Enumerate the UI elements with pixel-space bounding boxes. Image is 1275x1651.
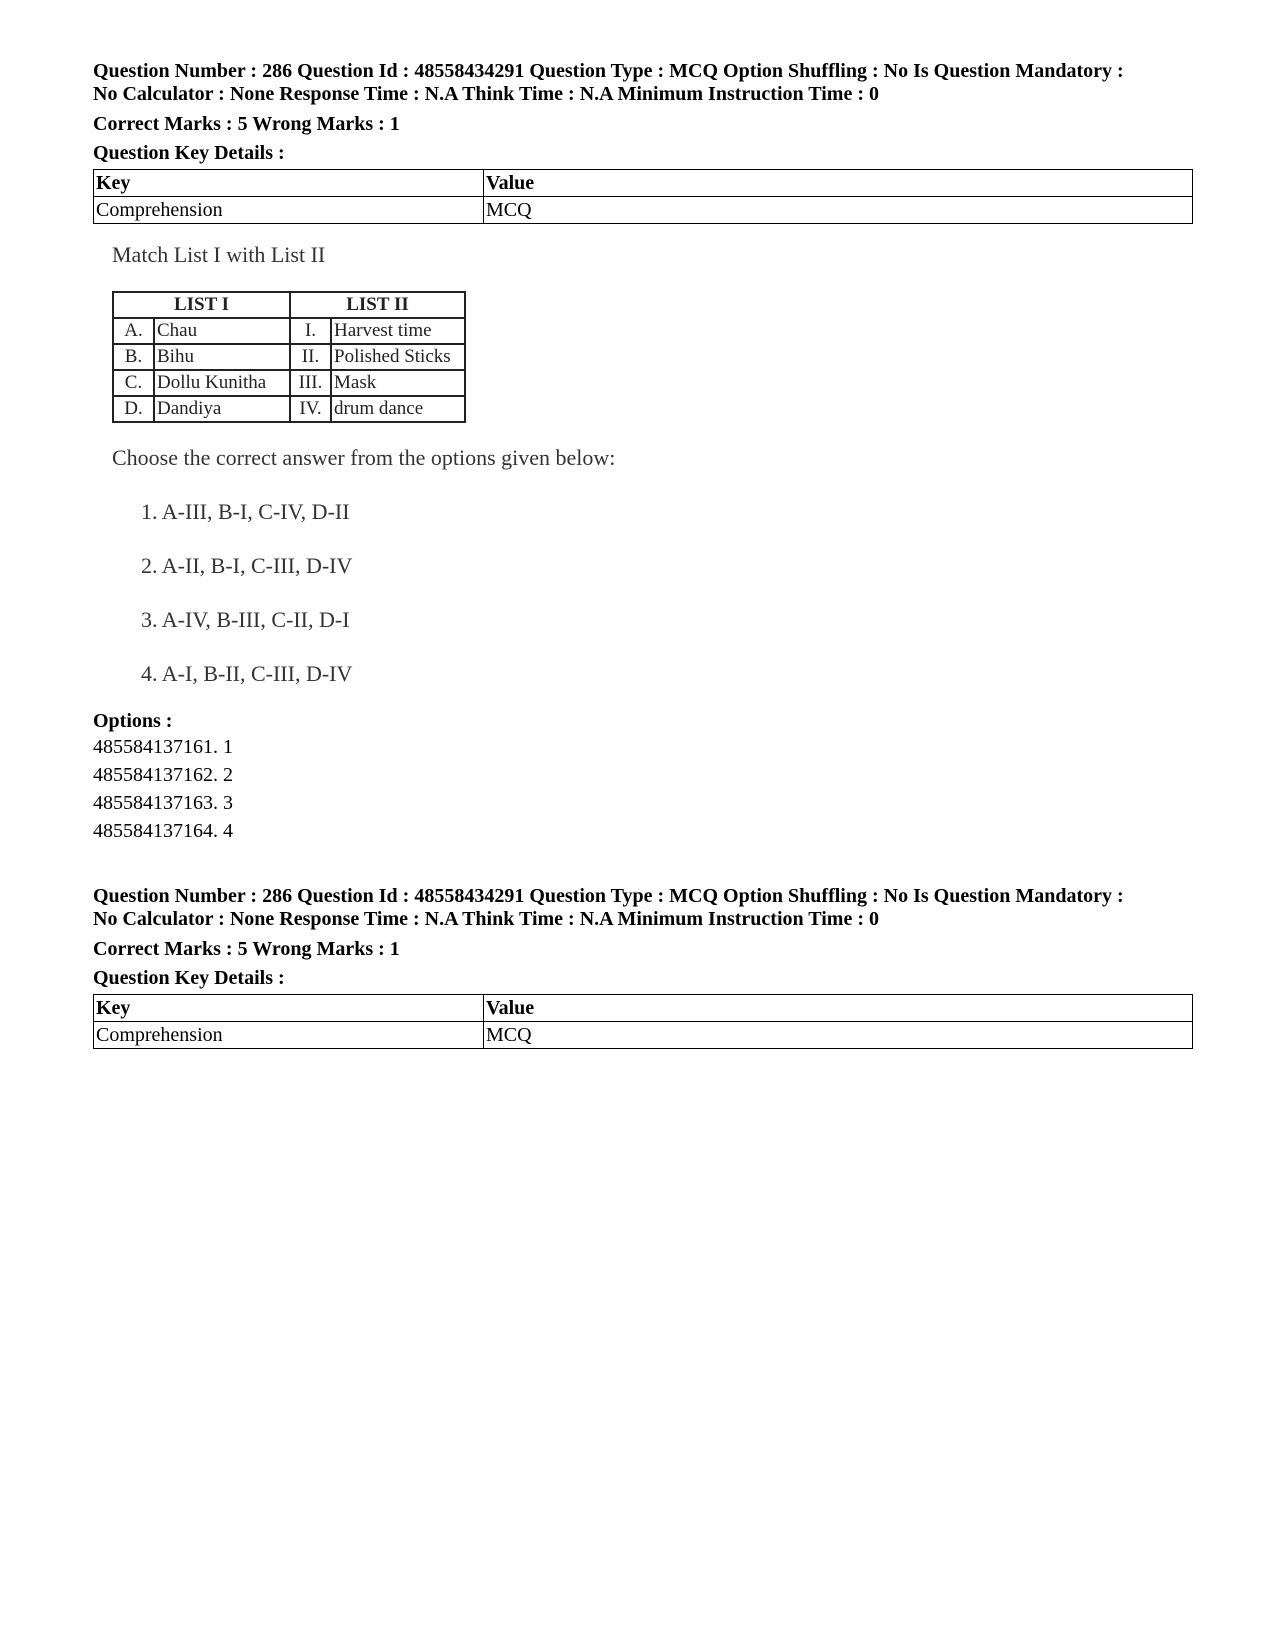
question-meta-line-2: No Calculator : None Response Time : N.A Think Time : N.A Minimum Instruction Time : 0 xyxy=(93,908,879,930)
question-meta-line-1: Question Number : 286 Question Id : 48558434291 Question Type : MCQ Option Shuffling : No Is Question Mandatory : xyxy=(93,885,1124,907)
answer-choice: 3. A-IV, B-III, C-II, D-I xyxy=(141,607,350,632)
list2-item: drum dance xyxy=(331,396,465,422)
list2-numeral: IV. xyxy=(290,396,331,422)
key-details-table xyxy=(93,994,1193,1049)
list1-letter: A. xyxy=(113,318,154,344)
match-row xyxy=(113,370,465,396)
options-title: Options : xyxy=(93,710,173,732)
question-content xyxy=(112,242,1193,687)
list1-item: Bihu xyxy=(154,344,290,370)
list1-item: Chau xyxy=(154,318,290,344)
answer-choice: 2. A-II, B-I, C-III, D-IV xyxy=(141,553,353,578)
list2-header: LIST II xyxy=(290,292,465,318)
key-details-title: Question Key Details : xyxy=(93,142,285,164)
key-header-cell: Key xyxy=(94,170,484,197)
question-meta-line-1: Question Number : 286 Question Id : 48558434291 Question Type : MCQ Option Shuffling : No Is Question Mandatory : xyxy=(93,60,1124,82)
match-row xyxy=(113,396,465,422)
question-meta-block xyxy=(93,885,1193,1049)
list2-item: Polished Sticks xyxy=(331,344,465,370)
key-cell: Comprehension xyxy=(94,1022,484,1049)
list2-item: Mask xyxy=(331,370,465,396)
list1-header: LIST I xyxy=(113,292,290,318)
match-table xyxy=(112,291,466,423)
option-item: 485584137161. 1 xyxy=(93,736,233,758)
question-meta-block xyxy=(93,60,1193,224)
list2-numeral: I. xyxy=(290,318,331,344)
option-item: 485584137163. 3 xyxy=(93,792,233,814)
list1-item: Dandiya xyxy=(154,396,290,422)
key-cell: Comprehension xyxy=(94,197,484,224)
key-details-row xyxy=(94,1022,1193,1049)
list1-item: Dollu Kunitha xyxy=(154,370,290,396)
question-meta-line-2: No Calculator : None Response Time : N.A Think Time : N.A Minimum Instruction Time : 0 xyxy=(93,83,879,105)
marks-line: Correct Marks : 5 Wrong Marks : 1 xyxy=(93,938,400,960)
answer-choice: 1. A-III, B-I, C-IV, D-II xyxy=(141,499,350,524)
option-item: 485584137162. 2 xyxy=(93,764,233,786)
question-intro: Match List I with List II xyxy=(112,242,326,267)
list2-numeral: III. xyxy=(290,370,331,396)
list2-item: Harvest time xyxy=(331,318,465,344)
option-item: 485584137164. 4 xyxy=(93,820,233,842)
choose-instruction: Choose the correct answer from the options given below: xyxy=(112,445,616,470)
key-details-header-row xyxy=(94,995,1193,1022)
key-header-cell: Key xyxy=(94,995,484,1022)
match-row xyxy=(113,344,465,370)
match-table-header xyxy=(113,292,465,318)
key-details-table xyxy=(93,169,1193,224)
list1-letter: C. xyxy=(113,370,154,396)
list1-letter: D. xyxy=(113,396,154,422)
key-details-row xyxy=(94,197,1193,224)
document-page xyxy=(93,60,1193,1049)
value-header-cell: Value xyxy=(484,170,1193,197)
value-header-cell: Value xyxy=(484,995,1193,1022)
value-cell: MCQ xyxy=(484,197,1193,224)
section-spacer xyxy=(93,845,1193,885)
key-details-header-row xyxy=(94,170,1193,197)
key-details-title: Question Key Details : xyxy=(93,967,285,989)
list1-letter: B. xyxy=(113,344,154,370)
list2-numeral: II. xyxy=(290,344,331,370)
marks-line: Correct Marks : 5 Wrong Marks : 1 xyxy=(93,113,400,135)
match-row xyxy=(113,318,465,344)
value-cell: MCQ xyxy=(484,1022,1193,1049)
answer-choice: 4. A-I, B-II, C-III, D-IV xyxy=(141,661,353,686)
